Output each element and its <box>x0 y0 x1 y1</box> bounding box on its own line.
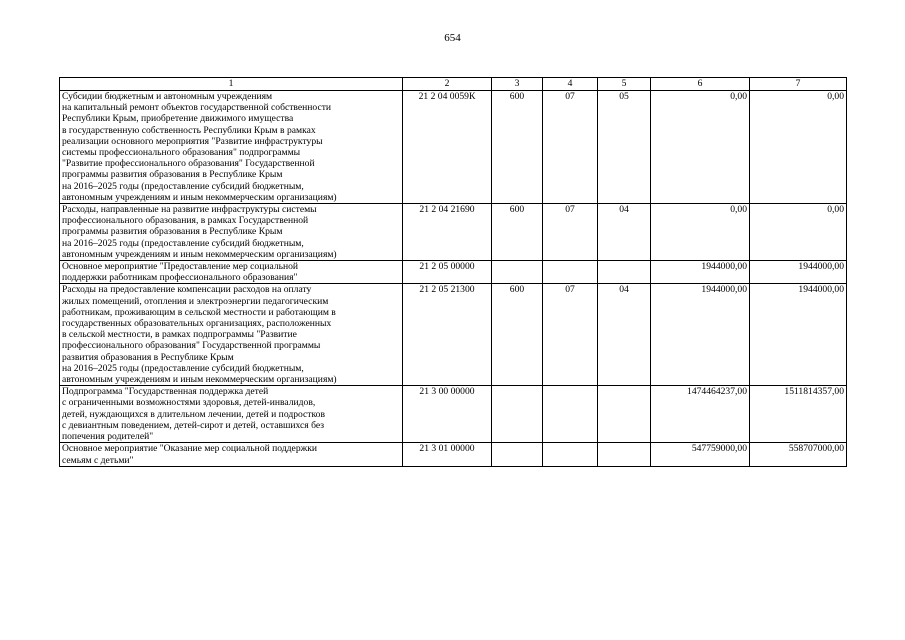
row-amount-7: 1511814357,00 <box>750 386 847 443</box>
row-subsection <box>598 443 651 466</box>
column-header: 5 <box>598 78 651 91</box>
column-header: 2 <box>403 78 492 91</box>
row-description: Подпрограмма "Государственная поддержка детей с ограниченными возможностями здоровья, детей-инвалидов, детей, нуждающихся в длительном лечении, детей и подростков с девиантным поведением, детей-сирот и детей, оставшихся без попечения родителей" <box>60 386 403 443</box>
row-section <box>543 386 598 443</box>
row-subsection: 05 <box>598 91 651 204</box>
column-header: 3 <box>492 78 543 91</box>
row-code: 21 2 04 21690 <box>403 204 492 261</box>
budget-table <box>59 77 847 467</box>
row-amount-7: 1944000,00 <box>750 284 847 386</box>
row-expense-type: 600 <box>492 91 543 204</box>
row-amount-7: 1944000,00 <box>750 261 847 284</box>
row-description: Расходы, направленные на развитие инфраструктуры системы профессионального образования, в рамках Государственной программы развития образования в Республике Крым на 2016–2025 годы (предоставление субсидий бюджетным, автономным учреждениям и иным некоммерческим организациям) <box>60 204 403 261</box>
row-subsection: 04 <box>598 284 651 386</box>
row-amount-6: 0,00 <box>651 91 750 204</box>
table-row <box>60 261 847 284</box>
row-section: 07 <box>543 91 598 204</box>
row-description: Основное мероприятие "Оказание мер социальной поддержки семьям с детьми" <box>60 443 403 466</box>
row-description: Основное мероприятие "Предоставление мер социальной поддержки работникам профессионального образования" <box>60 261 403 284</box>
column-header: 1 <box>60 78 403 91</box>
row-amount-7: 0,00 <box>750 204 847 261</box>
column-header: 6 <box>651 78 750 91</box>
row-amount-7: 558707000,00 <box>750 443 847 466</box>
row-section: 07 <box>543 284 598 386</box>
row-section <box>543 443 598 466</box>
row-code: 21 2 05 21300 <box>403 284 492 386</box>
header-row <box>60 78 847 91</box>
row-description: Субсидии бюджетным и автономным учреждениям на капитальный ремонт объектов государственной собственности Республики Крым, приобретение движимого имущества в государственную собственность Республики Крым в рамках реализации основного мероприятия "Развитие инфраструктуры системы профессионального образования" подпрограммы "Развитие профессионального образования" Государственной программы развития образования в Республике Крым на 2016–2025 годы (предоставление субсидий бюджетным, автономным учреждениям и иным некоммерческим организациям) <box>60 91 403 204</box>
row-amount-6: 547759000,00 <box>651 443 750 466</box>
row-code: 21 2 05 00000 <box>403 261 492 284</box>
row-subsection: 04 <box>598 204 651 261</box>
row-code: 21 2 04 0059К <box>403 91 492 204</box>
row-amount-6: 1944000,00 <box>651 284 750 386</box>
column-header: 7 <box>750 78 847 91</box>
row-expense-type <box>492 443 543 466</box>
row-description: Расходы на предоставление компенсации расходов на оплату жилых помещений, отопления и электроэнергии педагогическим работникам, проживающим в сельской местности и работающим в государственных образовательных организациях, расположенных в сельской местности, в рамках подпрограммы "Развитие профессионального образования" Государственной программы развития образования в Республике Крым на 2016–2025 годы (предоставление субсидий бюджетным, автономным учреждениям и иным некоммерческим организациям) <box>60 284 403 386</box>
row-amount-7: 0,00 <box>750 91 847 204</box>
table-row <box>60 284 847 386</box>
row-subsection <box>598 261 651 284</box>
column-header: 4 <box>543 78 598 91</box>
row-section <box>543 261 598 284</box>
table-row <box>60 386 847 443</box>
row-code: 21 3 01 00000 <box>403 443 492 466</box>
row-amount-6: 1944000,00 <box>651 261 750 284</box>
row-amount-6: 0,00 <box>651 204 750 261</box>
row-code: 21 3 00 00000 <box>403 386 492 443</box>
row-expense-type <box>492 261 543 284</box>
row-expense-type <box>492 386 543 443</box>
page-number: 654 <box>444 32 461 44</box>
table-row <box>60 91 847 204</box>
row-subsection <box>598 386 651 443</box>
row-amount-6: 1474464237,00 <box>651 386 750 443</box>
row-expense-type: 600 <box>492 284 543 386</box>
row-section: 07 <box>543 204 598 261</box>
table-row <box>60 204 847 261</box>
row-expense-type: 600 <box>492 204 543 261</box>
table-row <box>60 443 847 466</box>
